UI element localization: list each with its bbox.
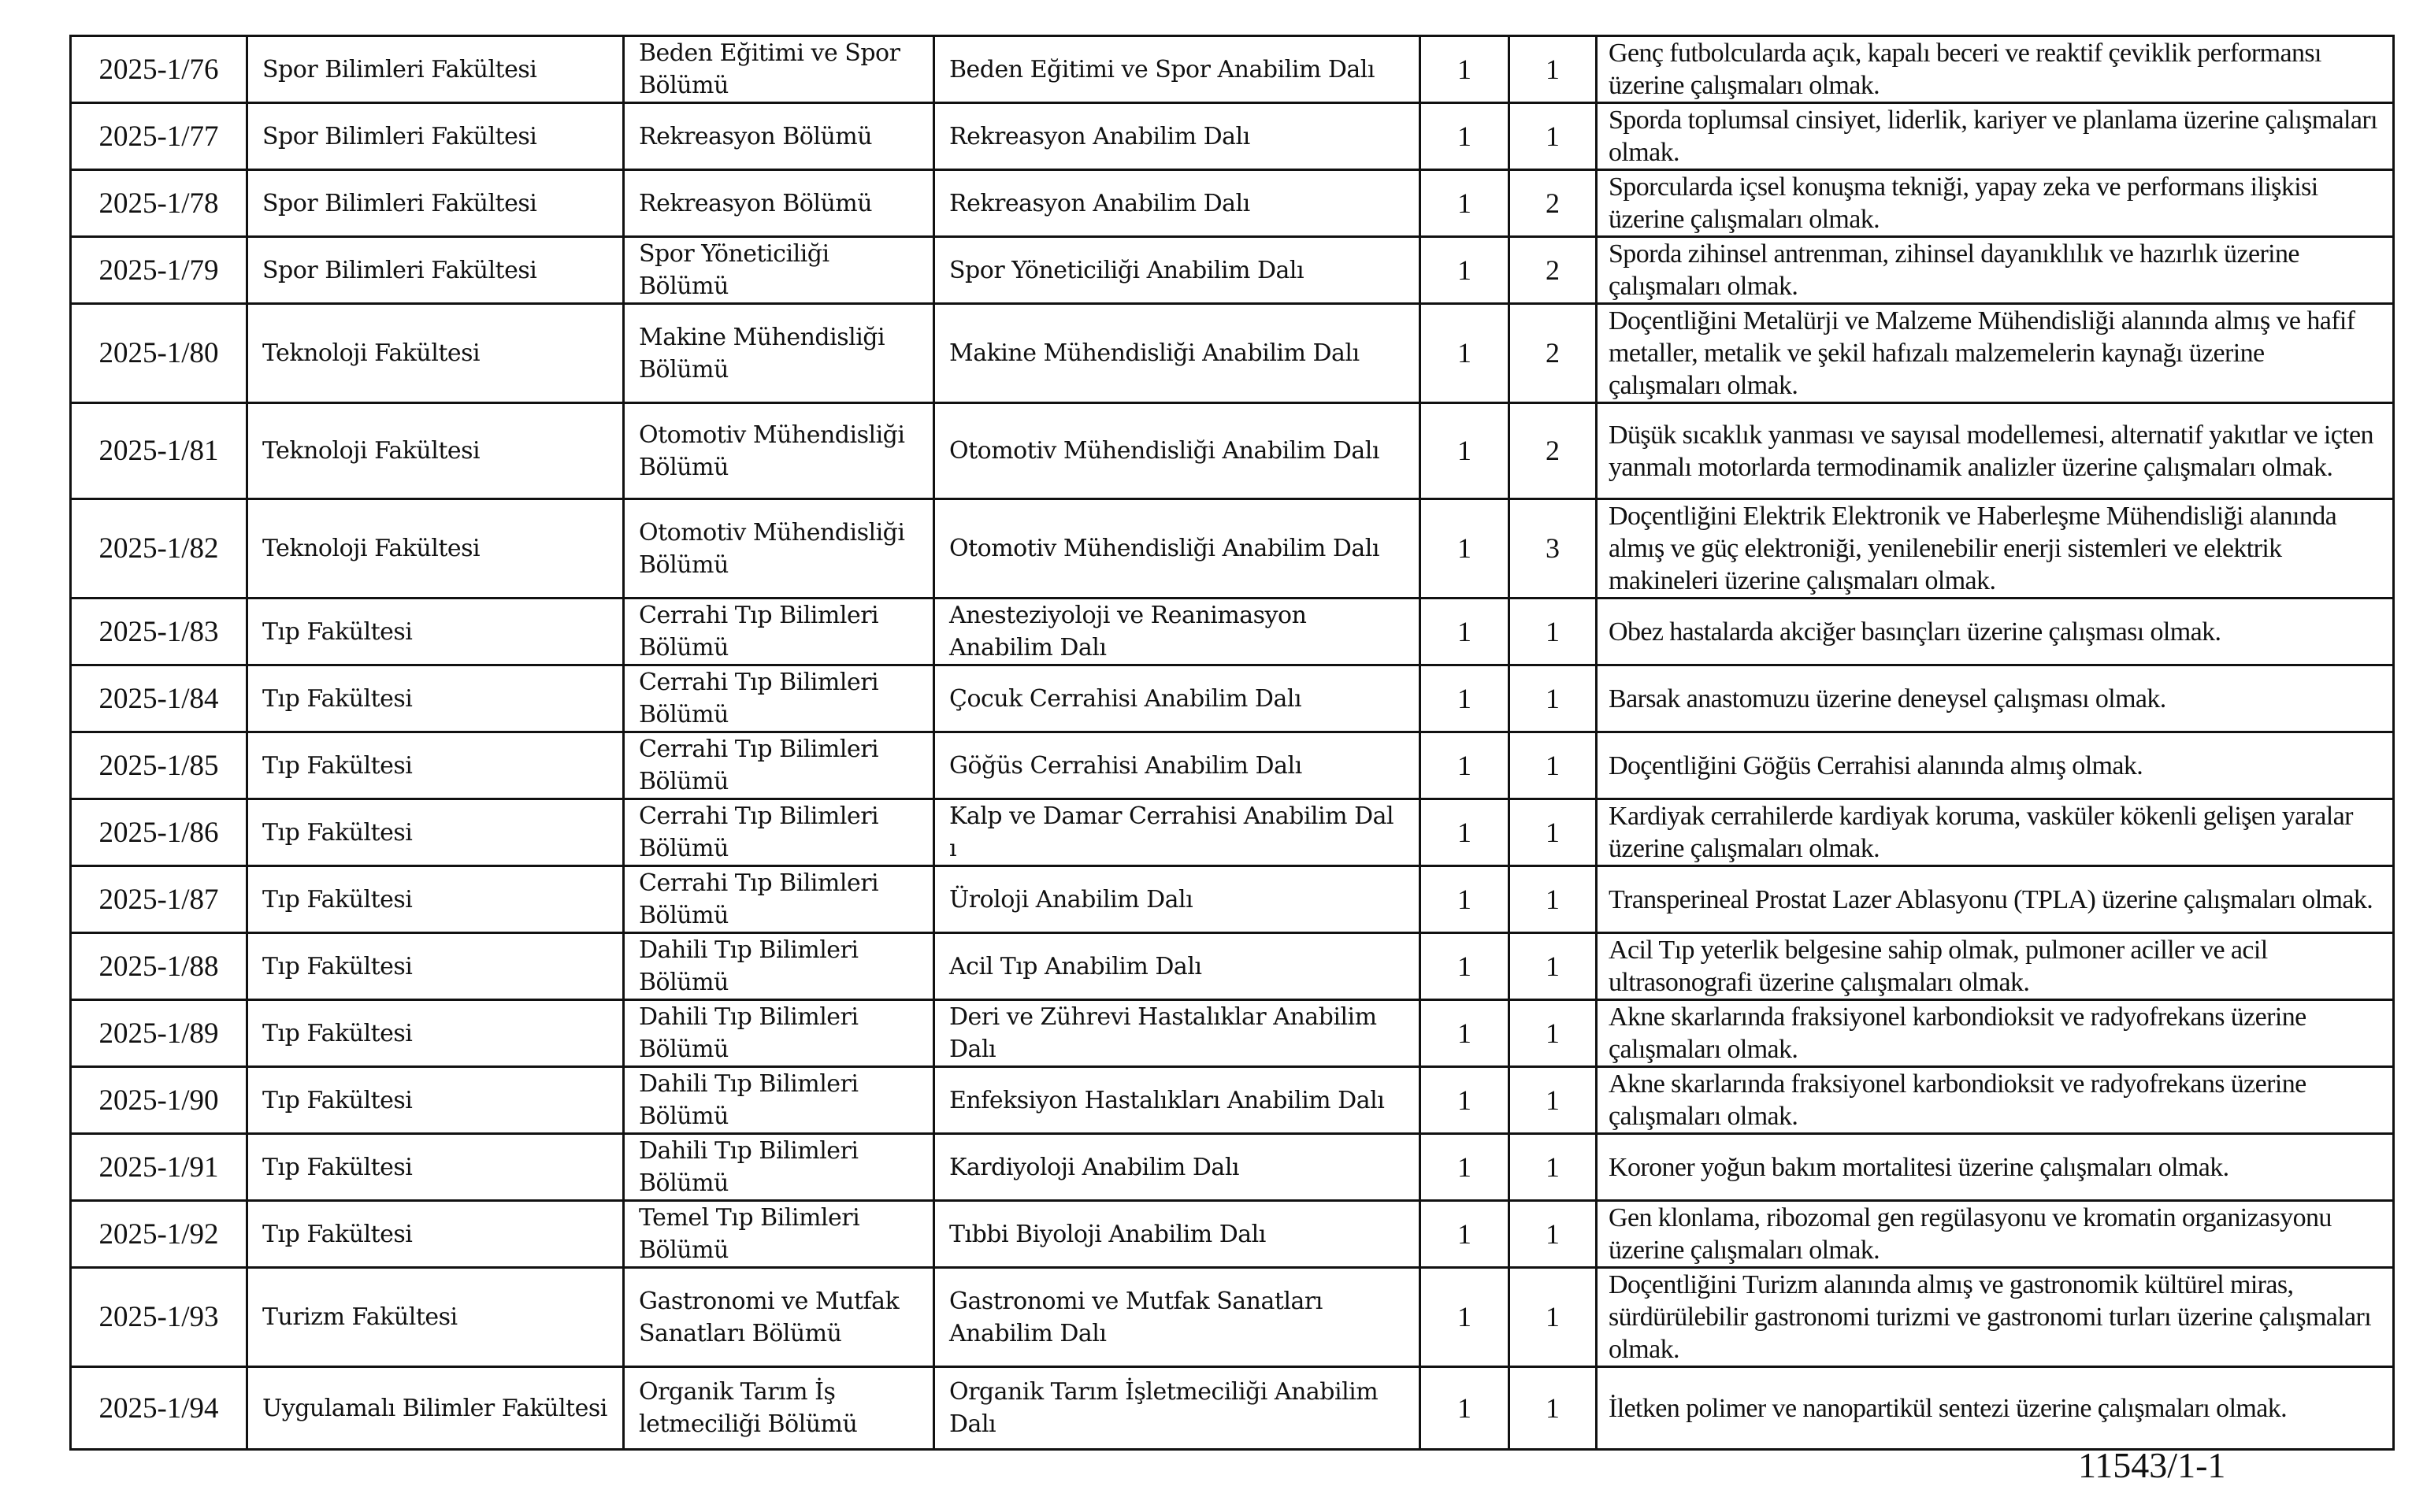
count-a-cell: 1 [1420,1000,1509,1067]
faculty-cell: Spor Bilimleri Fakültesi [247,170,624,237]
requirement-cell: Transperineal Prostat Lazer Ablasyonu (TPLA) üzerine çalışmaları olmak. [1597,866,2394,933]
faculty-cell: Tıp Fakültesi [247,1134,624,1201]
table-row [71,866,2394,933]
count-a-cell: 1 [1420,1268,1509,1367]
requirement-cell: Barsak anastomuzu üzerine deneysel çalışması olmak. [1597,665,2394,732]
anabilim-dali-cell: Üroloji Anabilim Dalı [934,866,1420,933]
anabilim-dali-cell: Rekreasyon Anabilim Dalı [934,170,1420,237]
table-row [71,1067,2394,1134]
anabilim-dali-cell: Rekreasyon Anabilim Dalı [934,103,1420,170]
announcement-id-cell: 2025-1/89 [71,1000,247,1067]
table-body [71,36,2394,1450]
requirement-cell: Acil Tıp yeterlik belgesine sahip olmak, pulmoner aciller ve acil ultrasonografi üzerine çalışmaları olmak. [1597,933,2394,1000]
table-row [71,665,2394,732]
anabilim-dali-cell: Deri ve Zührevi Hastalıklar Anabilim Dalı [934,1000,1420,1067]
department-cell: Rekreasyon Bölümü [624,170,934,237]
count-a-cell: 1 [1420,1134,1509,1201]
announcement-id-cell: 2025-1/81 [71,403,247,499]
faculty-cell: Teknoloji Fakültesi [247,403,624,499]
department-cell: Dahili Tıp Bilimleri Bölümü [624,1067,934,1134]
count-b-cell: 1 [1509,1000,1597,1067]
announcement-id-cell: 2025-1/76 [71,36,247,103]
faculty-cell: Tıp Fakültesi [247,665,624,732]
anabilim-dali-cell: Otomotiv Mühendisliği Anabilim Dalı [934,403,1420,499]
anabilim-dali-cell: Spor Yöneticiliği Anabilim Dalı [934,237,1420,304]
count-a-cell: 1 [1420,170,1509,237]
count-b-cell: 2 [1509,304,1597,403]
requirement-cell: Doçentliğini Göğüs Cerrahisi alanında almış olmak. [1597,732,2394,799]
announcement-id-cell: 2025-1/87 [71,866,247,933]
department-cell: Cerrahi Tıp Bilimleri Bölümü [624,866,934,933]
requirement-cell: Genç futbolcularda açık, kapalı beceri ve reaktif çeviklik performansı üzerine çalışmaları olmak. [1597,36,2394,103]
faculty-cell: Tıp Fakültesi [247,866,624,933]
department-cell: Dahili Tıp Bilimleri Bölümü [624,1000,934,1067]
requirement-cell: Doçentliğini Metalürji ve Malzeme Mühendisliği alanında almış ve hafif metaller, metalik ve şekil hafızalı malzemelerin kaynağı üzerine çalışmaları olmak. [1597,304,2394,403]
count-a-cell: 1 [1420,799,1509,866]
count-b-cell: 1 [1509,665,1597,732]
count-b-cell: 3 [1509,499,1597,598]
table-row [71,598,2394,665]
positions-table [69,35,2395,1451]
announcement-id-cell: 2025-1/86 [71,799,247,866]
count-a-cell: 1 [1420,499,1509,598]
anabilim-dali-cell: Kalp ve Damar Cerrahisi Anabilim Dal ı [934,799,1420,866]
faculty-cell: Spor Bilimleri Fakültesi [247,36,624,103]
count-b-cell: 1 [1509,799,1597,866]
requirement-cell: Akne skarlarında fraksiyonel karbondioksit ve radyofrekans üzerine çalışmaları olmak. [1597,1067,2394,1134]
count-b-cell: 2 [1509,403,1597,499]
count-a-cell: 1 [1420,403,1509,499]
department-cell: Temel Tıp Bilimleri Bölümü [624,1201,934,1268]
department-cell: Cerrahi Tıp Bilimleri Bölümü [624,598,934,665]
announcement-id-cell: 2025-1/92 [71,1201,247,1268]
faculty-cell: Tıp Fakültesi [247,1067,624,1134]
table-row [71,1134,2394,1201]
table-row [71,403,2394,499]
announcement-id-cell: 2025-1/79 [71,237,247,304]
requirement-cell: Sporda toplumsal cinsiyet, liderlik, kariyer ve planlama üzerine çalışmaları olmak. [1597,103,2394,170]
faculty-cell: Spor Bilimleri Fakültesi [247,237,624,304]
table-row [71,304,2394,403]
requirement-cell: Sporda zihinsel antrenman, zihinsel dayanıklılık ve hazırlık üzerine çalışmaları olmak. [1597,237,2394,304]
department-cell: Organik Tarım İş letmeciliği Bölümü [624,1367,934,1450]
announcement-id-cell: 2025-1/83 [71,598,247,665]
announcement-id-cell: 2025-1/84 [71,665,247,732]
count-a-cell: 1 [1420,598,1509,665]
department-cell: Cerrahi Tıp Bilimleri Bölümü [624,665,934,732]
announcement-id-cell: 2025-1/77 [71,103,247,170]
announcement-id-cell: 2025-1/90 [71,1067,247,1134]
requirement-cell: İletken polimer ve nanopartikül sentezi üzerine çalışmaları olmak. [1597,1367,2394,1450]
announcement-id-cell: 2025-1/91 [71,1134,247,1201]
requirement-cell: Akne skarlarında fraksiyonel karbondioksit ve radyofrekans üzerine çalışmaları olmak. [1597,1000,2394,1067]
department-cell: Cerrahi Tıp Bilimleri Bölümü [624,732,934,799]
count-a-cell: 1 [1420,304,1509,403]
faculty-cell: Tıp Fakültesi [247,1201,624,1268]
department-cell: Otomotiv Mühendisliği Bölümü [624,403,934,499]
count-a-cell: 1 [1420,1367,1509,1450]
count-a-cell: 1 [1420,665,1509,732]
table-row [71,499,2394,598]
count-a-cell: 1 [1420,866,1509,933]
announcement-id-cell: 2025-1/88 [71,933,247,1000]
department-cell: Beden Eğitimi ve Spor Bölümü [624,36,934,103]
table-row [71,170,2394,237]
faculty-cell: Teknoloji Fakültesi [247,304,624,403]
count-b-cell: 2 [1509,237,1597,304]
count-b-cell: 1 [1509,933,1597,1000]
count-b-cell: 1 [1509,1367,1597,1450]
department-cell: Cerrahi Tıp Bilimleri Bölümü [624,799,934,866]
count-b-cell: 1 [1509,866,1597,933]
requirement-cell: Kardiyak cerrahilerde kardiyak koruma, vasküler kökenli gelişen yaralar üzerine çalışmaları olmak. [1597,799,2394,866]
count-b-cell: 1 [1509,1201,1597,1268]
anabilim-dali-cell: Tıbbi Biyoloji Anabilim Dalı [934,1201,1420,1268]
table-row [71,36,2394,103]
requirement-cell: Doçentliğini Elektrik Elektronik ve Haberleşme Mühendisliği alanında almış ve güç elektroniği, yenilenebilir enerji sistemleri ve elektrik makineleri üzerine çalışmaları olmak. [1597,499,2394,598]
count-a-cell: 1 [1420,732,1509,799]
table-row [71,1268,2394,1367]
announcement-id-cell: 2025-1/78 [71,170,247,237]
anabilim-dali-cell: Beden Eğitimi ve Spor Anabilim Dalı [934,36,1420,103]
table-row [71,1000,2394,1067]
count-a-cell: 1 [1420,103,1509,170]
count-b-cell: 1 [1509,1134,1597,1201]
anabilim-dali-cell: Acil Tıp Anabilim Dalı [934,933,1420,1000]
table-row [71,1367,2394,1450]
announcement-id-cell: 2025-1/82 [71,499,247,598]
anabilim-dali-cell: Organik Tarım İşletmeciliği Anabilim Dalı [934,1367,1420,1450]
count-a-cell: 1 [1420,1201,1509,1268]
table-row [71,1201,2394,1268]
requirement-cell: Sporcularda içsel konuşma tekniği, yapay zeka ve performans ilişkisi üzerine çalışmaları olmak. [1597,170,2394,237]
count-a-cell: 1 [1420,36,1509,103]
anabilim-dali-cell: Otomotiv Mühendisliği Anabilim Dalı [934,499,1420,598]
anabilim-dali-cell: Makine Mühendisliği Anabilim Dalı [934,304,1420,403]
anabilim-dali-cell: Kardiyoloji Anabilim Dalı [934,1134,1420,1201]
anabilim-dali-cell: Gastronomi ve Mutfak Sanatları Anabilim Dalı [934,1268,1420,1367]
count-b-cell: 1 [1509,732,1597,799]
department-cell: Rekreasyon Bölümü [624,103,934,170]
requirement-cell: Düşük sıcaklık yanması ve sayısal modellemesi, alternatif yakıtlar ve içten yanmalı motorlarda termodinamik analizler üzerine çalışmaları olmak. [1597,403,2394,499]
count-b-cell: 2 [1509,170,1597,237]
table-row [71,103,2394,170]
faculty-cell: Tıp Fakültesi [247,1000,624,1067]
table-row [71,933,2394,1000]
table-row [71,799,2394,866]
faculty-cell: Tıp Fakültesi [247,933,624,1000]
faculty-cell: Tıp Fakültesi [247,598,624,665]
requirement-cell: Koroner yoğun bakım mortalitesi üzerine çalışmaları olmak. [1597,1134,2394,1201]
announcement-id-cell: 2025-1/85 [71,732,247,799]
count-a-cell: 1 [1420,237,1509,304]
count-a-cell: 1 [1420,1067,1509,1134]
count-b-cell: 1 [1509,36,1597,103]
faculty-cell: Uygulamalı Bilimler Fakültesi [247,1367,624,1450]
announcement-id-cell: 2025-1/80 [71,304,247,403]
count-b-cell: 1 [1509,598,1597,665]
count-a-cell: 1 [1420,933,1509,1000]
department-cell: Spor Yöneticiliği Bölümü [624,237,934,304]
requirement-cell: Obez hastalarda akciğer basınçları üzerine çalışması olmak. [1597,598,2394,665]
department-cell: Makine Mühendisliği Bölümü [624,304,934,403]
department-cell: Gastronomi ve Mutfak Sanatları Bölümü [624,1268,934,1367]
announcement-id-cell: 2025-1/94 [71,1367,247,1450]
page-number: 11543/1-1 [2078,1445,2226,1485]
faculty-cell: Teknoloji Fakültesi [247,499,624,598]
anabilim-dali-cell: Anesteziyoloji ve Reanimasyon Anabilim Dalı [934,598,1420,665]
faculty-cell: Spor Bilimleri Fakültesi [247,103,624,170]
faculty-cell: Turizm Fakültesi [247,1268,624,1367]
department-cell: Dahili Tıp Bilimleri Bölümü [624,1134,934,1201]
count-b-cell: 1 [1509,1067,1597,1134]
faculty-cell: Tıp Fakültesi [247,799,624,866]
anabilim-dali-cell: Çocuk Cerrahisi Anabilim Dalı [934,665,1420,732]
anabilim-dali-cell: Göğüs Cerrahisi Anabilim Dalı [934,732,1420,799]
count-b-cell: 1 [1509,103,1597,170]
count-b-cell: 1 [1509,1268,1597,1367]
table-row [71,732,2394,799]
department-cell: Dahili Tıp Bilimleri Bölümü [624,933,934,1000]
requirement-cell: Doçentliğini Turizm alanında almış ve gastronomik kültürel miras, sürdürülebilir gastronomi turizmi ve gastronomi turları üzerine çalışmaları olmak. [1597,1268,2394,1367]
requirement-cell: Gen klonlama, ribozomal gen regülasyonu ve kromatin organizasyonu üzerine çalışmaları olmak. [1597,1201,2394,1268]
department-cell: Otomotiv Mühendisliği Bölümü [624,499,934,598]
table-row [71,237,2394,304]
anabilim-dali-cell: Enfeksiyon Hastalıkları Anabilim Dalı [934,1067,1420,1134]
faculty-cell: Tıp Fakültesi [247,732,624,799]
announcement-id-cell: 2025-1/93 [71,1268,247,1367]
